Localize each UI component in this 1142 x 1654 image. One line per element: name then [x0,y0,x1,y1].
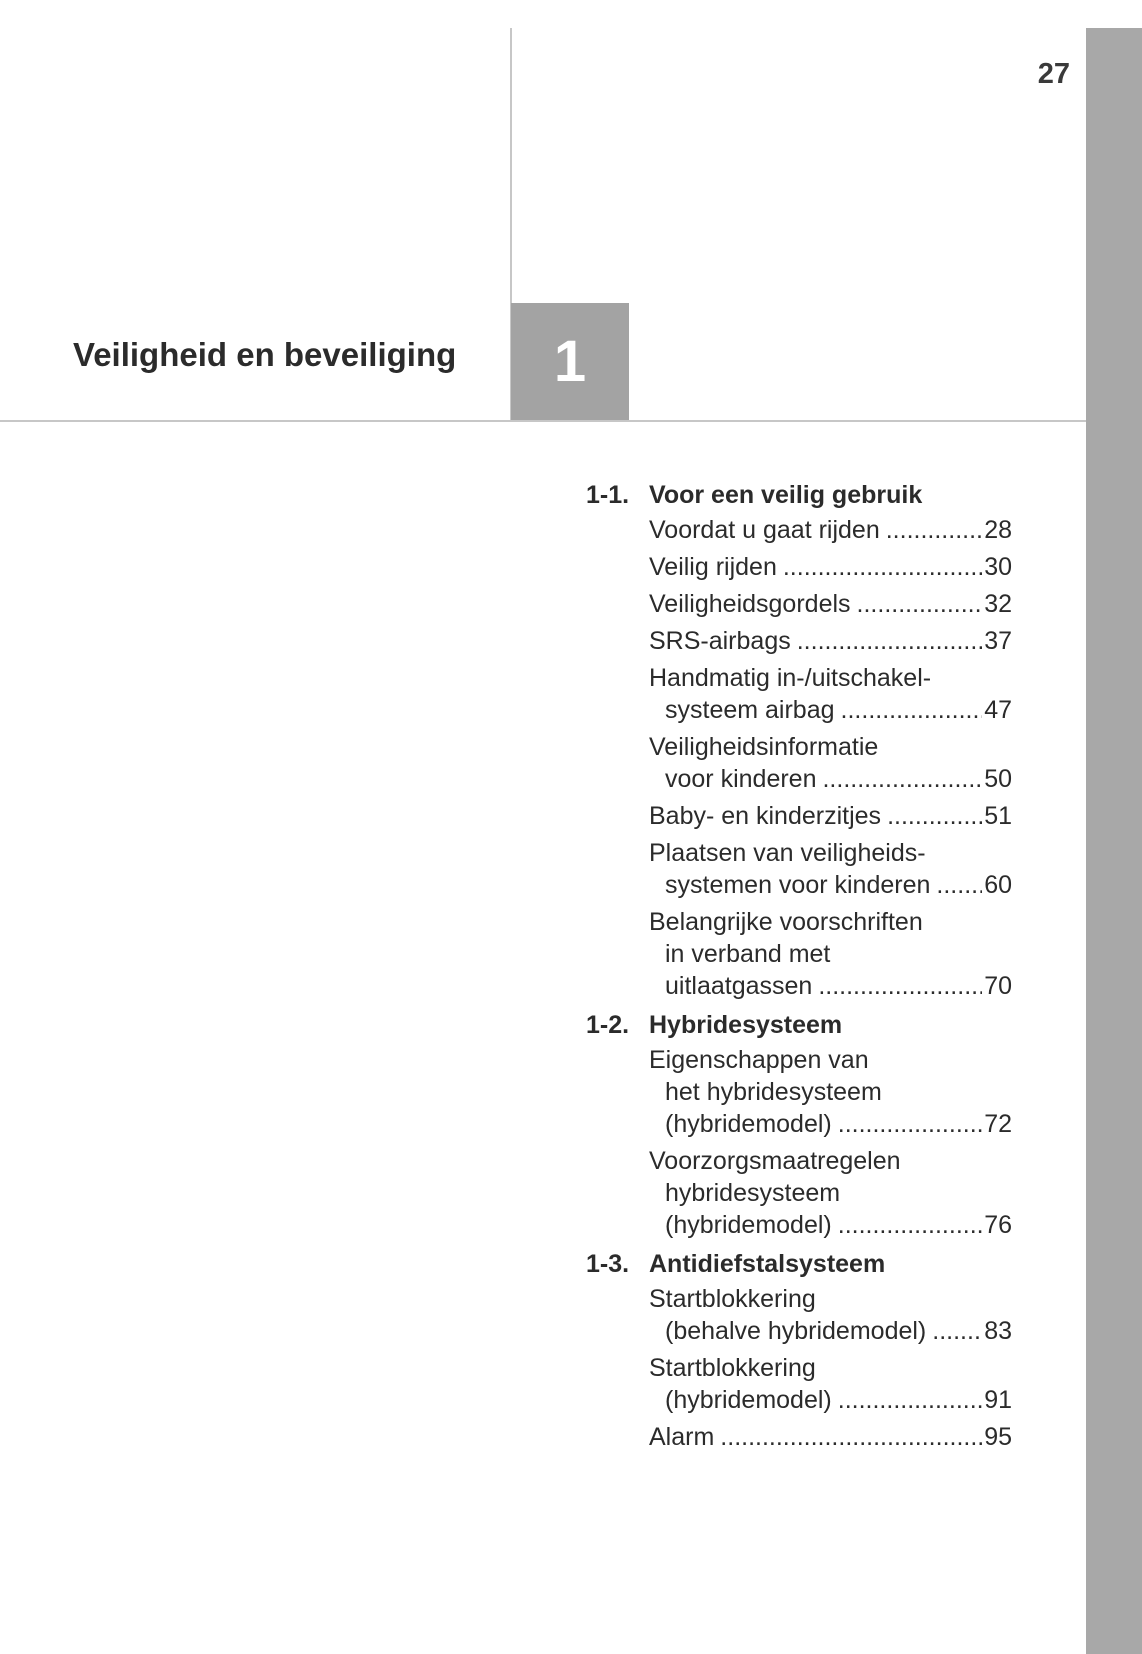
toc-entry-text: uitlaatgassen [665,972,813,1000]
toc-entry-line [649,551,1012,583]
toc-entry-line [649,1421,1012,1453]
toc-entry-line [649,1076,1012,1108]
horizontal-divider [0,420,1086,422]
toc-entry-line [649,763,1012,795]
toc-entry-line [649,1044,1012,1076]
toc-entry[interactable] [586,514,1012,546]
toc-entry-text: Voorzorgsmaatregelen [649,1147,901,1175]
toc-entry[interactable] [586,731,1012,795]
toc-entry-text: hybridesysteem [665,1179,841,1207]
toc-section-number: 1-1. [586,481,630,509]
toc-entry-line [649,970,1012,1002]
dot-leader [720,1421,982,1453]
toc-entry[interactable] [586,1145,1012,1241]
toc-entry-page: 37 [984,627,1012,655]
toc-entry[interactable] [586,1421,1012,1453]
toc-entry-line [649,625,1012,657]
toc-entry-text: het hybridesysteem [665,1078,882,1106]
toc-entry[interactable] [586,1283,1012,1347]
toc-entry-text: Startblokkering [649,1354,816,1382]
toc-entry-text: Veiligheidsgordels [649,590,851,618]
toc-entry-line [649,800,1012,832]
toc-entry-text: voor kinderen [665,765,817,793]
dot-leader [838,1108,982,1140]
toc-entry-line [649,588,1012,620]
toc-entry-text: Handmatig in-/uitschakel- [649,664,932,692]
dot-leader [887,800,982,832]
dot-leader [886,514,982,546]
toc-entry-line [649,514,1012,546]
toc-entry[interactable] [586,625,1012,657]
chapter-tab-sidebar [1086,28,1142,1654]
toc-entry-line [649,1145,1012,1177]
toc-entry-text: Alarm [649,1423,715,1451]
toc-section-title: Hybridesysteem [649,1011,843,1039]
toc-section-number: 1-3. [586,1250,630,1278]
toc-entry-text: Veiligheidsinformatie [649,733,879,761]
toc-section-title: Antidiefstalsysteem [649,1250,886,1278]
toc-entry-text: Voordat u gaat rijden [649,516,880,544]
toc-entry-line [649,1315,1012,1347]
toc-entry[interactable] [586,588,1012,620]
toc-entry-text: (hybridemodel) [665,1386,832,1414]
toc-entry-line [649,1384,1012,1416]
chapter-title: Veiligheid en beveiliging [73,336,457,373]
toc-entry-line [649,662,1012,694]
toc-entry-text: Startblokkering [649,1285,816,1313]
toc-entry-text: Belangrijke voorschriften [649,908,923,936]
toc-entry-line [649,1108,1012,1140]
page-number: 27 [1037,58,1070,90]
toc-entry-text: Plaatsen van veiligheids- [649,839,926,867]
toc-section-heading [586,477,1012,514]
table-of-contents [586,474,1012,1458]
chapter-number: 1 [553,329,587,394]
toc-section-heading [586,1246,1012,1283]
toc-entry-line [649,731,1012,763]
dot-leader [838,1209,982,1241]
toc-entry-page: 91 [984,1386,1012,1414]
dot-leader [857,588,983,620]
dot-leader [818,970,982,1002]
dot-leader [936,869,982,901]
dot-leader [932,1315,982,1347]
toc-entry-line [649,1352,1012,1384]
toc-entry-text: systemen voor kinderen [665,871,931,899]
toc-entry-text: (behalve hybridemodel) [665,1317,927,1345]
toc-entry-line [649,869,1012,901]
toc-entry-page: 72 [984,1110,1012,1138]
toc-entry[interactable] [586,662,1012,726]
toc-entry-page: 76 [984,1211,1012,1239]
toc-entry-page: 47 [984,696,1012,724]
toc-entry-page: 60 [984,871,1012,899]
toc-entry[interactable] [586,837,1012,901]
toc-entry-text: SRS-airbags [649,627,791,655]
toc-entry-page: 70 [984,972,1012,1000]
toc-entry[interactable] [586,1352,1012,1416]
toc-entry-line [649,837,1012,869]
toc-entry-text: in verband met [665,940,831,968]
toc-entry-page: 83 [984,1317,1012,1345]
toc-entry-page: 95 [984,1423,1012,1451]
toc-entry-text: (hybridemodel) [665,1211,832,1239]
toc-entry-page: 32 [984,590,1012,618]
toc-entry-line [649,1209,1012,1241]
toc-entry-page: 28 [984,516,1012,544]
toc-entry[interactable] [586,800,1012,832]
toc-entry[interactable] [586,551,1012,583]
dot-leader [838,1384,982,1416]
chapter-number-box [511,303,629,420]
toc-entry-text: systeem airbag [665,696,835,724]
toc-section-number: 1-2. [586,1011,630,1039]
toc-entry-page: 50 [984,765,1012,793]
toc-entry-text: Eigenschappen van [649,1046,869,1074]
toc-entry-text: Baby- en kinderzitjes [649,802,882,830]
toc-section-title: Voor een veilig gebruik [649,481,923,509]
toc-entry-page: 30 [984,553,1012,581]
dot-leader [841,694,983,726]
toc-entry-line [649,1283,1012,1315]
toc-entry-line [649,1177,1012,1209]
toc-entry[interactable] [586,906,1012,1002]
dot-leader [822,763,982,795]
toc-entry[interactable] [586,1044,1012,1140]
toc-entry-text: Veilig rijden [649,553,777,581]
toc-entry-page: 51 [984,802,1012,830]
toc-entry-line [649,938,1012,970]
dot-leader [797,625,982,657]
toc-entry-line [649,694,1012,726]
toc-entry-text: (hybridemodel) [665,1110,832,1138]
toc-entry-line [649,906,1012,938]
dot-leader [783,551,982,583]
toc-section-heading [586,1007,1012,1044]
